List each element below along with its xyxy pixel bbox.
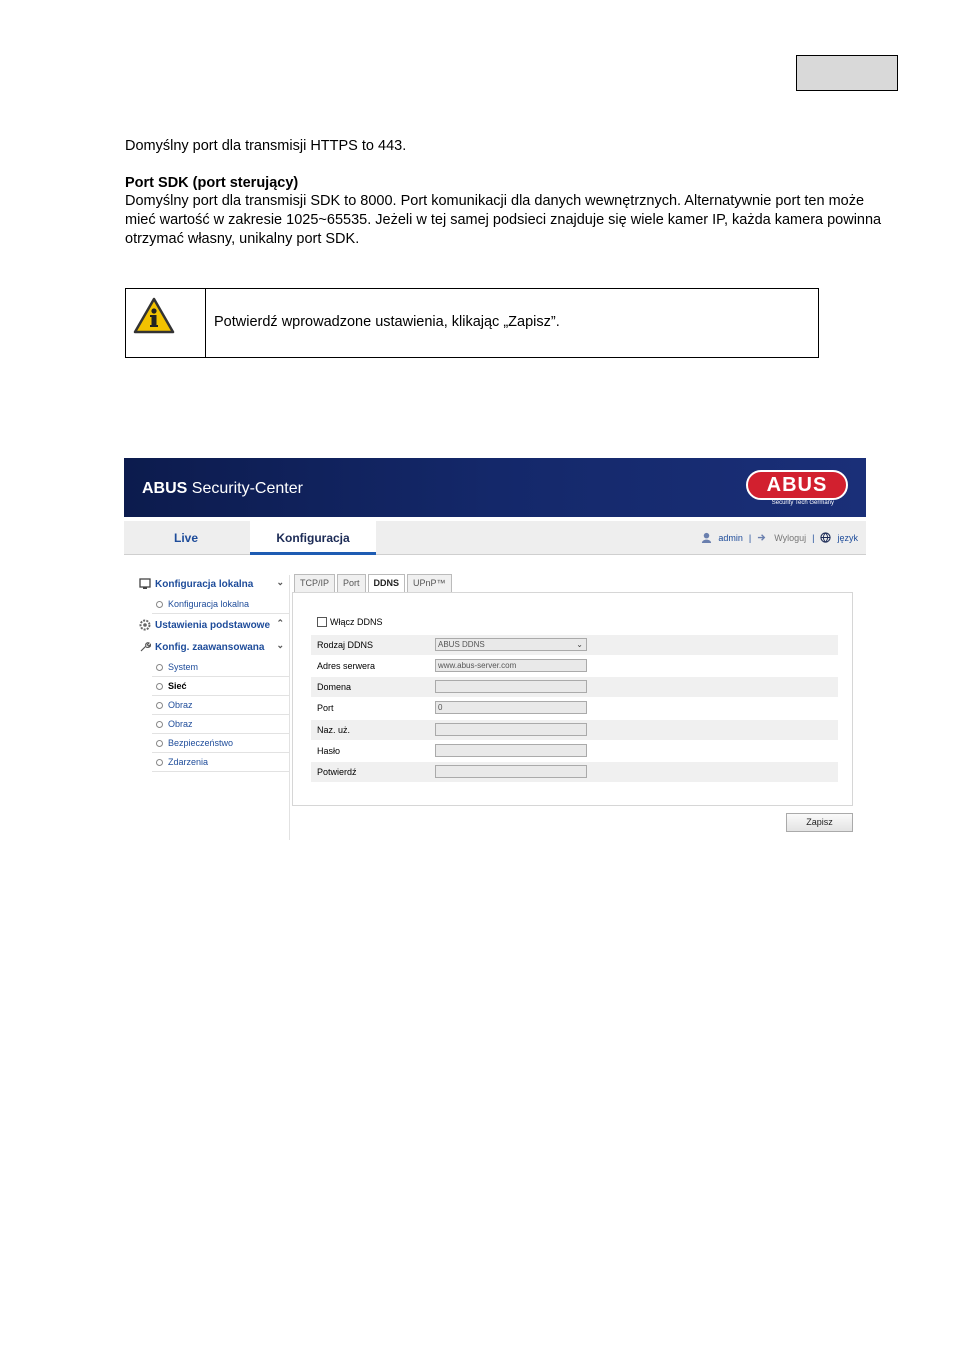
sidebar-item-security[interactable]: Bezpieczeństwo: [152, 734, 290, 753]
enable-ddns-checkbox[interactable]: [317, 617, 327, 627]
sidebar-group-local[interactable]: Konfiguracja lokalna ⌄: [134, 573, 290, 595]
info-warning-icon: [133, 297, 175, 335]
username-input[interactable]: [435, 723, 587, 736]
domain-input[interactable]: [435, 680, 587, 693]
note-icon-cell: [126, 289, 206, 357]
sidebar-item-image[interactable]: Obraz: [152, 696, 290, 715]
chevron-down-icon: ⌄: [276, 577, 284, 587]
form-row-domain: Domena: [311, 677, 838, 697]
user-link[interactable]: admin: [718, 532, 743, 543]
confirm-password-input[interactable]: [435, 765, 587, 778]
sidebar-item-local-config[interactable]: Konfiguracja lokalna: [152, 595, 290, 614]
logout-link[interactable]: Wyloguj: [774, 532, 807, 543]
top-navbar: [124, 521, 866, 555]
tab-upnp[interactable]: UPnP™: [407, 574, 452, 592]
globe-icon: [820, 532, 831, 543]
sidebar-group-advanced[interactable]: Konfig. zaawansowana ⌄: [134, 636, 290, 658]
abus-logo: ABUS: [746, 470, 848, 500]
tab-configuration[interactable]: Konfiguracja: [250, 521, 376, 555]
sidebar-divider: [289, 575, 290, 840]
tab-port[interactable]: Port: [337, 574, 366, 592]
form-row-server-address: Adres serwera www.abus-server.com: [311, 656, 838, 676]
tab-ddns[interactable]: DDNS: [368, 574, 406, 593]
form-row-username: Naz. uż.: [311, 720, 838, 740]
sidebar-group-basic[interactable]: Ustawienia podstawowe ⌃: [134, 614, 290, 636]
server-address-input[interactable]: www.abus-server.com: [435, 659, 587, 672]
chevron-down-icon: ⌄: [576, 640, 583, 649]
password-input[interactable]: [435, 744, 587, 757]
separator: |: [748, 532, 752, 543]
note-text: Potwierdź wprowadzone ustawienia, klikając „Zapisz”.: [214, 314, 560, 330]
ddns-panel: [292, 592, 853, 806]
chevron-down-icon: ⌄: [276, 640, 284, 650]
paragraph-https-port: Domyślny port dla transmisji HTTPS to 443.: [125, 138, 407, 154]
save-button[interactable]: Zapisz: [786, 813, 853, 832]
sidebar: [134, 573, 290, 772]
tab-live[interactable]: Live: [173, 531, 198, 545]
app-title: ABUS Security-Center: [142, 480, 303, 497]
paragraph-sdk-port: Domyślny port dla transmisji SDK to 8000. Port komunikacji dla danych wewnętrznych. Alternatywnie port ten może mieć wartość w zakresie 1025~65535. Jeżeli w tej samej podsieci znajduje się wiele kamer IP, każda kamera powinna otrzymać własny, unikalny port SDK.: [125, 193, 882, 247]
abus-logo-subtitle: Security Tech Germany: [771, 500, 834, 506]
language-box: [796, 55, 898, 91]
enable-ddns-row: [317, 617, 383, 627]
wrench-icon: [139, 641, 151, 653]
heading-sdk-port: Port SDK (port sterujący): [125, 175, 299, 191]
user-icon: [701, 532, 712, 543]
separator: |: [812, 532, 815, 543]
form-row-port: Port 0: [311, 698, 838, 718]
tab-tcpip[interactable]: TCP/IP: [294, 574, 335, 592]
user-menu: [701, 532, 858, 543]
enable-ddns-label: Włącz DDNS: [330, 617, 383, 627]
chevron-up-icon: ⌃: [276, 618, 284, 628]
logout-icon: [757, 532, 768, 543]
form-row-ddns-type: Rodzaj DDNS ABUS DDNS ⌄: [311, 635, 838, 655]
sidebar-item-events[interactable]: Zdarzenia: [152, 753, 290, 772]
ddns-type-select[interactable]: ABUS DDNS ⌄: [435, 638, 587, 651]
config-tabs: [294, 574, 454, 592]
form-row-password: Hasło: [311, 741, 838, 761]
form-row-confirm: Potwierdź: [311, 762, 838, 782]
info-note: [125, 288, 819, 358]
sidebar-item-image-2[interactable]: Obraz: [152, 715, 290, 734]
monitor-icon: [139, 578, 151, 590]
language-link[interactable]: język: [837, 532, 858, 543]
port-input[interactable]: 0: [435, 701, 587, 714]
gear-icon: [139, 619, 151, 631]
sidebar-item-network[interactable]: Sieć: [152, 677, 290, 696]
sidebar-item-system[interactable]: System: [152, 658, 290, 677]
app-banner: [124, 458, 866, 517]
abus-web-ui-screenshot: [124, 458, 866, 840]
